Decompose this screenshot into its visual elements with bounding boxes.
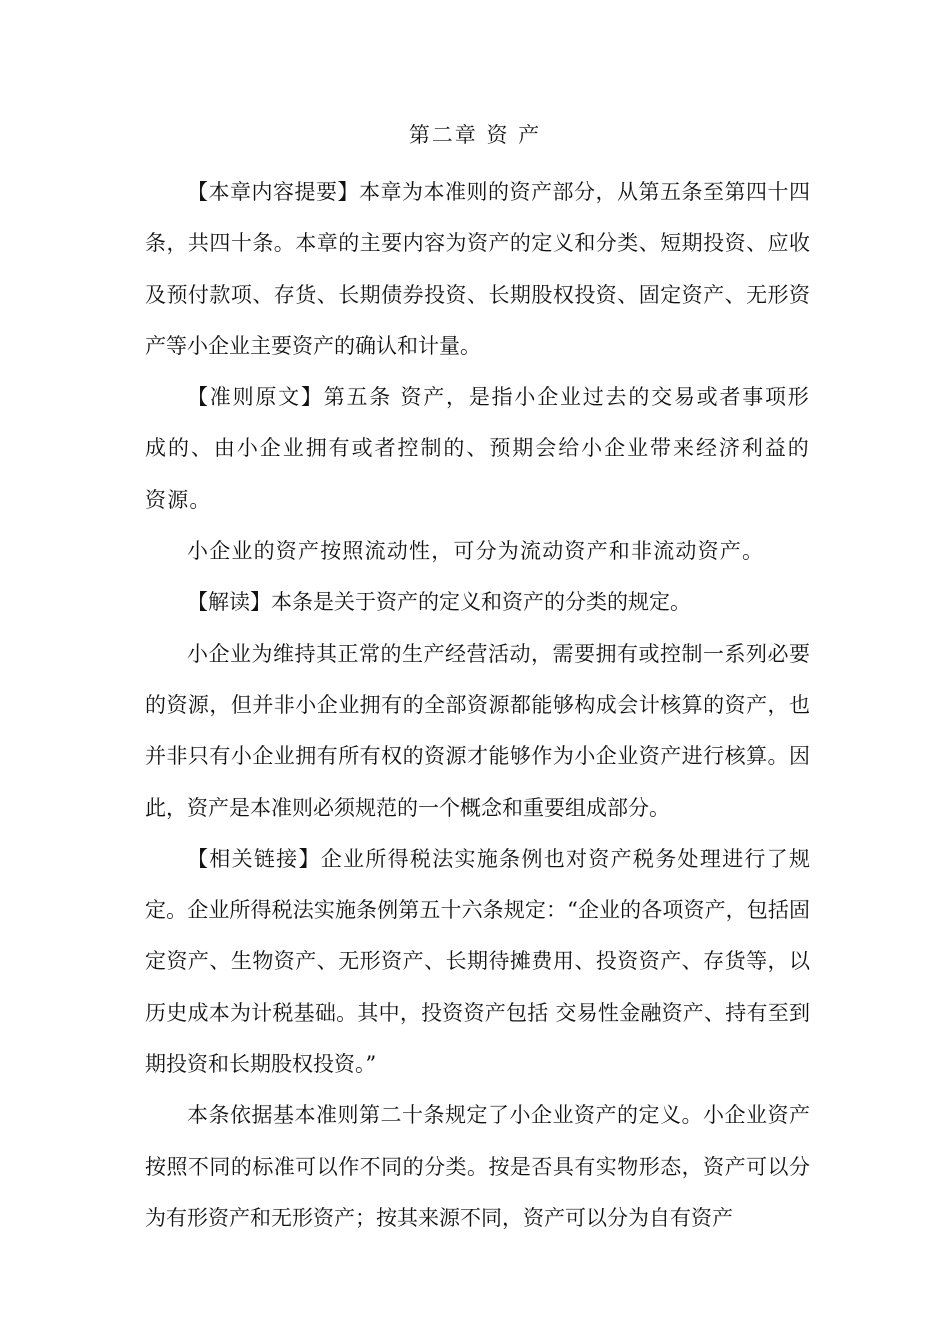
paragraph-definition-basis: 本条依据基本准则第二十条规定了小企业资产的定义。小企业资产按照不同的标准可以作不同的分类。按是否具有实物形态，资产可以分为有形资产和无形资产；按其来源不同，资产可以分为自有资产 xyxy=(145,1103,810,1230)
paragraph-explanation: 小企业为维持其正常的生产经营活动，需要拥有或控制一系列必要的资源，但并非小企业拥有的全部资源都能够构成会计核算的资产，也并非只有小企业拥有所有权的资源才能够作为小企业资产进行核算。因此，资产是本准则必须规范的一个概念和重要组成部分。 xyxy=(145,641,810,820)
paragraph-asset-classification: 小企业的资产按照流动性，可分为流动资产和非流动资产。 xyxy=(187,539,765,564)
paragraph-standard-text: 【准则原文】第五条 资产，是指小企业过去的交易或者事项形成的、由小企业拥有或者控制的、预期会给小企业带来经济利益的资源。 xyxy=(145,385,810,512)
chapter-title: 第二章 资 产 xyxy=(408,123,542,147)
document-body xyxy=(145,167,810,1244)
paragraph-related-link: 【相关链接】企业所得税法实施条例也对资产税务处理进行了规定。企业所得税法实施条例第五十六条规定：“企业的各项资产，包括固定资产、生物资产、无形资产、长期待摊费用、投资资产、存货等，以历史成本为计税基础。其中，投资资产包括 交易性金融资产、持有至到期投资和长期股权投资。” xyxy=(145,846,810,1077)
paragraph-chapter-summary: 【本章内容提要】本章为本准则的资产部分，从第五条至第四十四条，共四十条。本章的主要内容为资产的定义和分类、短期投资、应收及预付款项、存货、长期债券投资、长期股权投资、固定资产、无形资产等小企业主要资产的确认和计量。 xyxy=(145,180,810,358)
paragraph-interpretation: 【解读】本条是关于资产的定义和资产的分类的规定。 xyxy=(187,590,691,615)
